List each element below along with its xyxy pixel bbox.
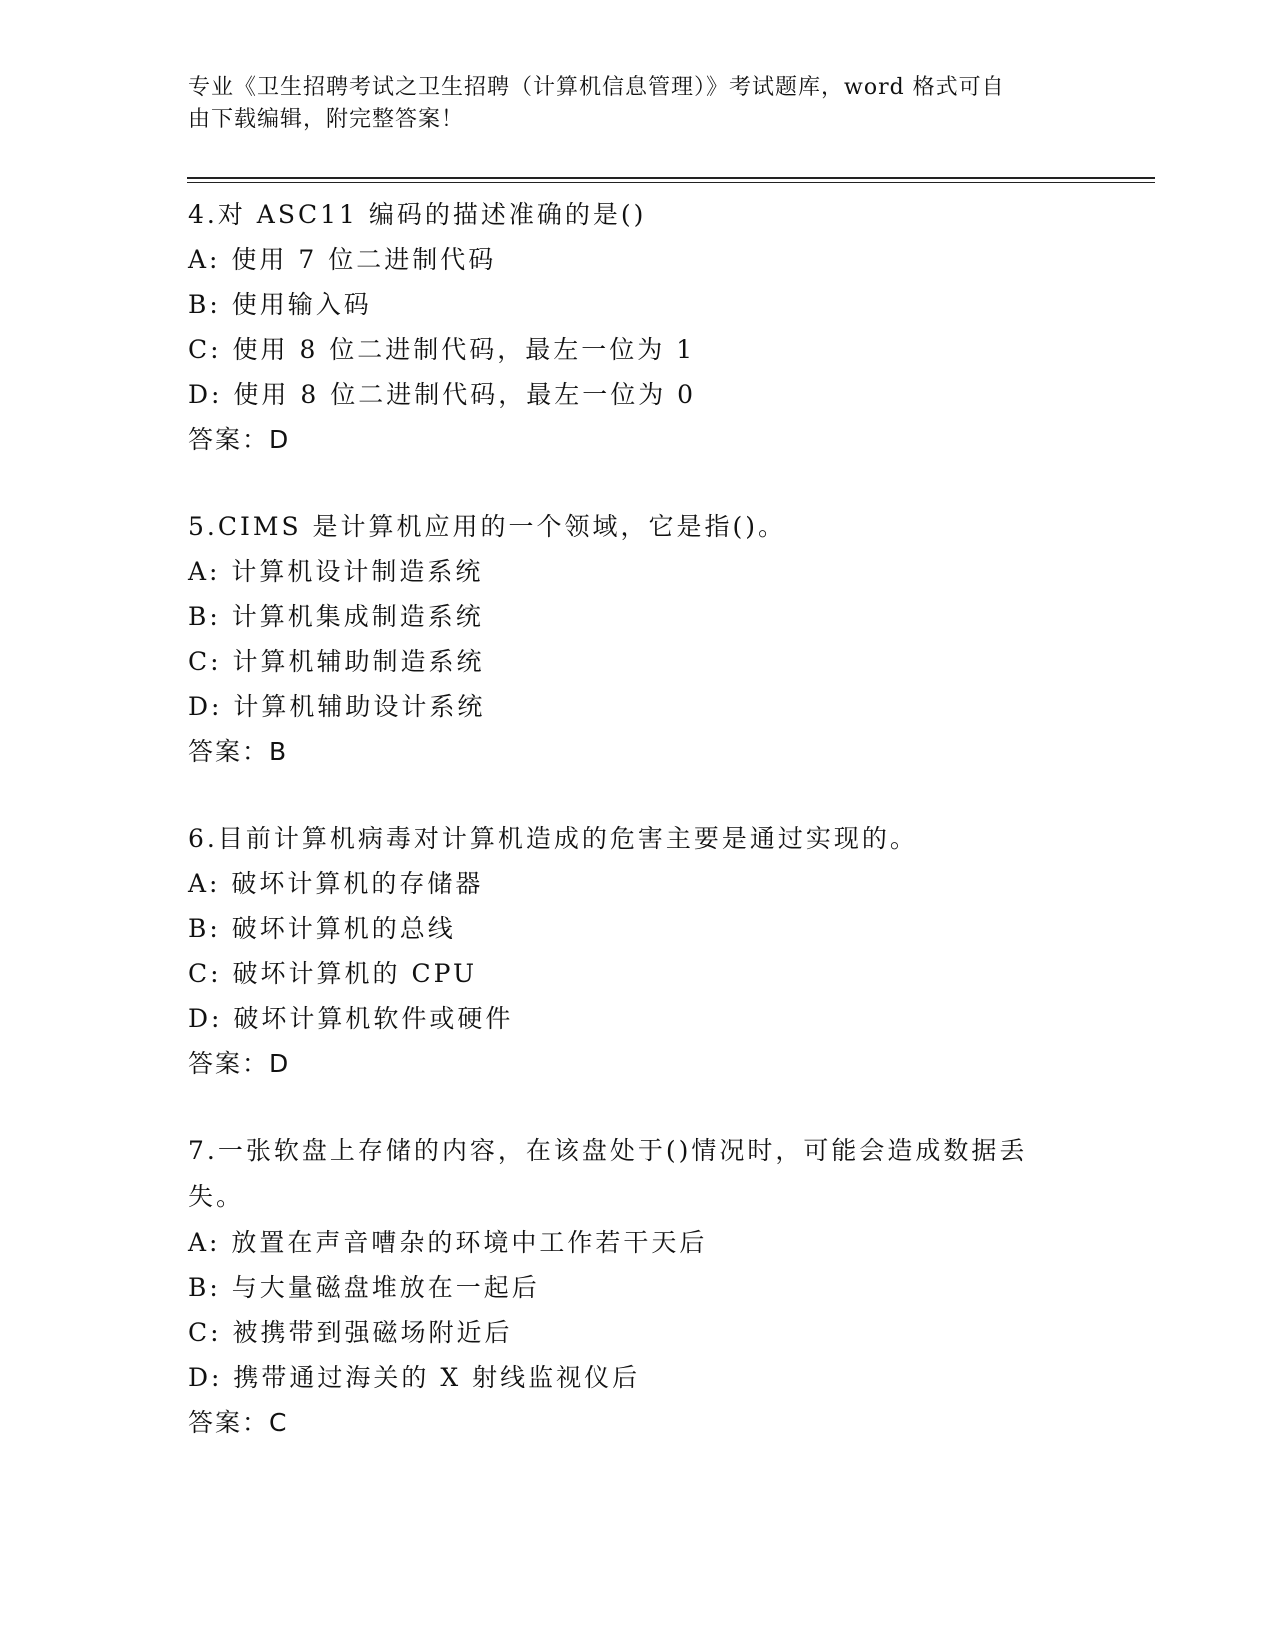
option-b: B: 使用输入码	[188, 290, 372, 319]
question-5	[188, 504, 1068, 774]
answer: 答案：D	[188, 1049, 291, 1078]
question-4	[188, 192, 1068, 462]
option-d: D: 携带通过海关的 X 射线监视仪后	[188, 1363, 641, 1392]
answer: 答案：C	[188, 1408, 289, 1437]
option-a: A: 使用 7 位二进制代码	[188, 245, 497, 274]
header-divider-thick	[187, 177, 1155, 179]
question-text: 4.对 ASC11 编码的描述准确的是()	[188, 200, 647, 229]
header-line-2: 由下载编辑，附完整答案！	[188, 107, 465, 132]
option-b: B: 破坏计算机的总线	[188, 914, 456, 943]
header-divider-thin	[187, 182, 1155, 183]
option-b: B: 与大量磁盘堆放在一起后	[188, 1273, 540, 1302]
question-7	[188, 1128, 1068, 1445]
answer: 答案：B	[188, 737, 289, 766]
option-a: A: 放置在声音嘈杂的环境中工作若干天后	[188, 1228, 708, 1257]
question-6	[188, 816, 1068, 1086]
option-a: A: 破坏计算机的存储器	[188, 869, 484, 898]
option-a: A: 计算机设计制造系统	[188, 557, 484, 586]
question-list	[188, 192, 1068, 1487]
answer: 答案：D	[188, 425, 291, 454]
document-header	[188, 72, 1068, 136]
option-c: C: 破坏计算机的 CPU	[188, 959, 478, 988]
option-d: D: 破坏计算机软件或硬件	[188, 1004, 514, 1033]
header-line-1: 专业《卫生招聘考试之卫生招聘（计算机信息管理）》考试题库，word 格式可自	[188, 75, 1005, 100]
option-d: D: 使用 8 位二进制代码，最左一位为 0	[188, 380, 697, 409]
question-text: 5.CIMS 是计算机应用的一个领域，它是指()。	[188, 512, 787, 541]
question-text: 7.一张软盘上存储的内容，在该盘处于()情况时，可能会造成数据丢失。	[188, 1136, 1028, 1211]
question-text: 6.目前计算机病毒对计算机造成的危害主要是通过实现的。	[188, 824, 918, 853]
option-c: C: 计算机辅助制造系统	[188, 647, 485, 676]
option-b: B: 计算机集成制造系统	[188, 602, 484, 631]
option-c: C: 被携带到强磁场附近后	[188, 1318, 513, 1347]
option-d: D: 计算机辅助设计系统	[188, 692, 486, 721]
option-c: C: 使用 8 位二进制代码，最左一位为 1	[188, 335, 696, 364]
